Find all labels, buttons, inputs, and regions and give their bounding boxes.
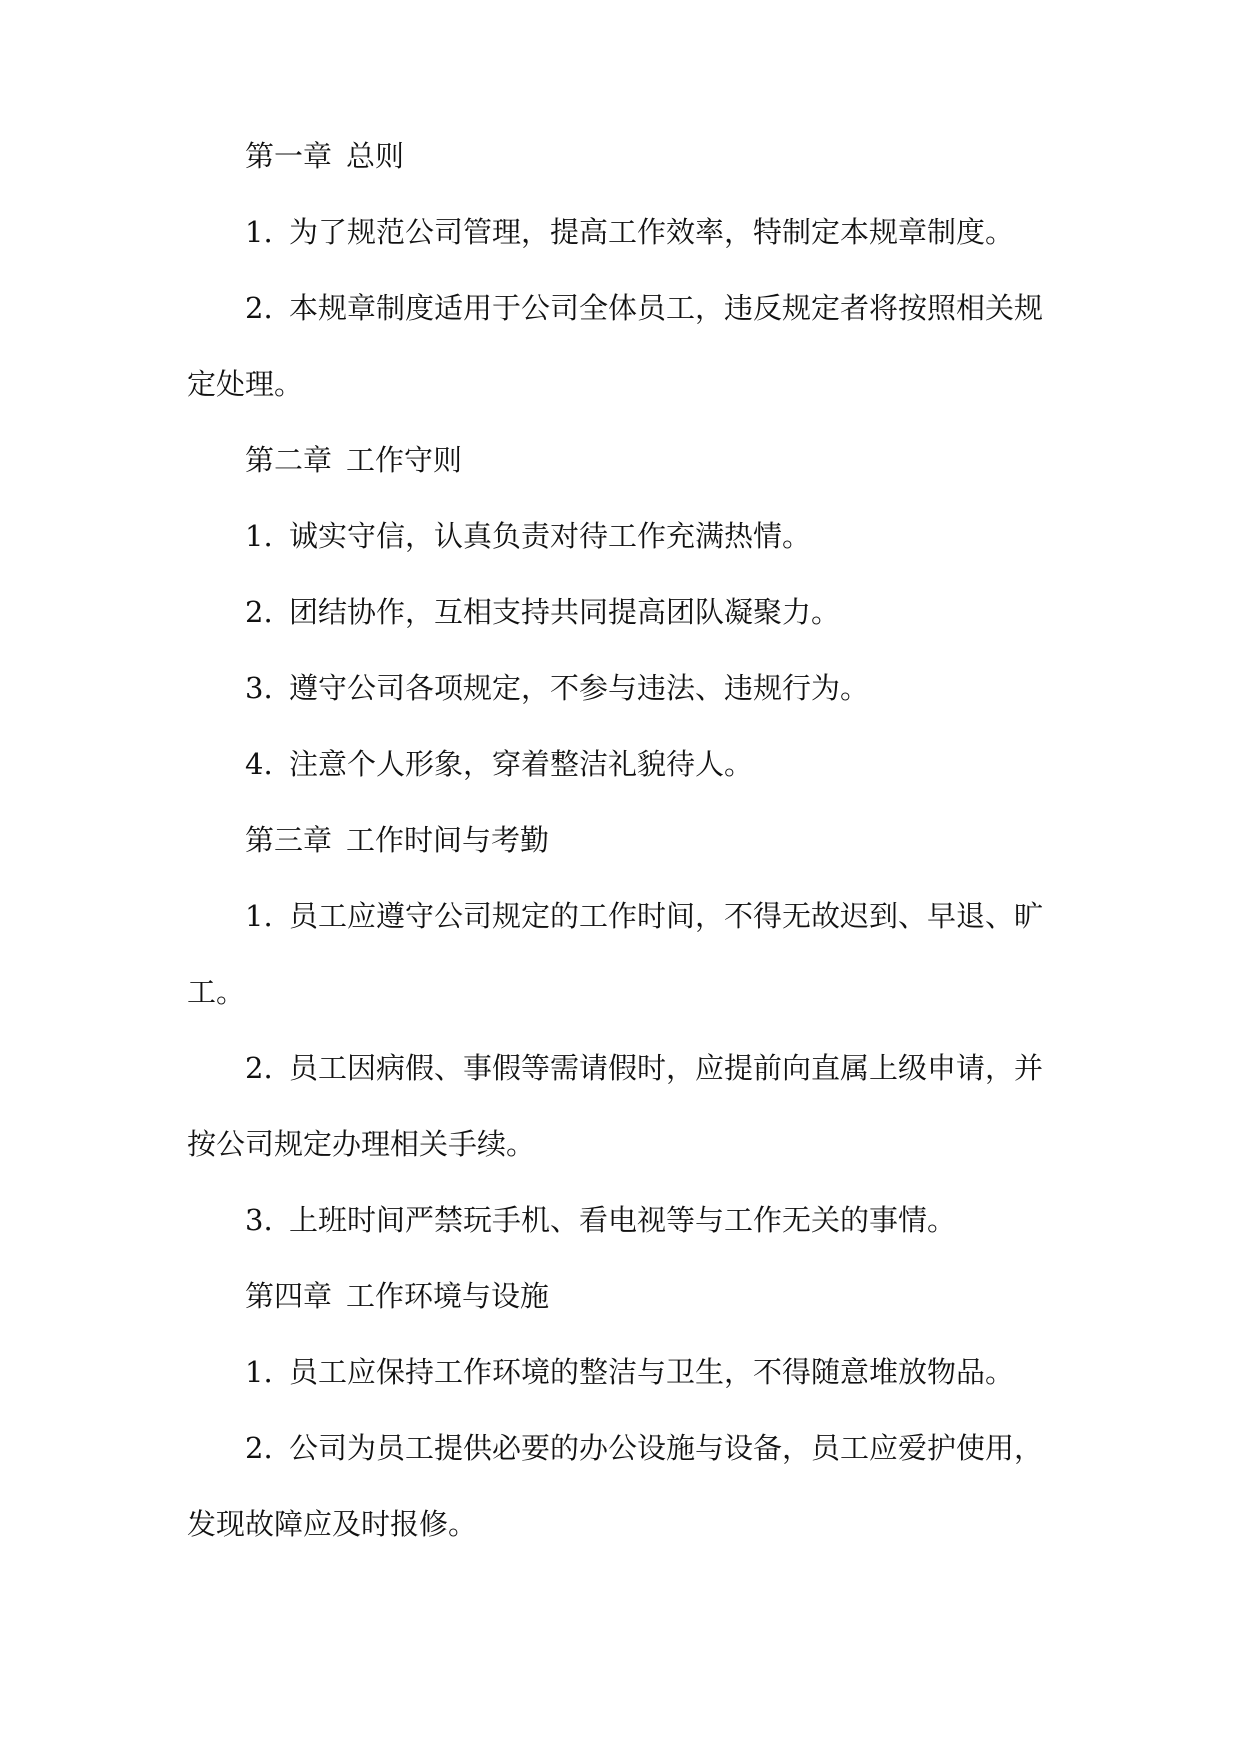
item-continuation [187,972,1057,1048]
item-continuation [187,364,1057,440]
item-text: 本规章制度适用于公司全体员工，违反规定者将按照相关规 [289,291,1044,325]
chapter-heading [187,136,1057,212]
item-number: 2. [245,595,273,629]
item-number: 2. [245,291,273,325]
rule-item [187,592,1057,668]
item-text: 发现故障应及时报修。 [187,1507,478,1541]
item-text: 员工应保持工作环境的整洁与卫生，不得随意堆放物品。 [289,1355,1015,1389]
chapter-number: 第三章 [245,823,333,857]
chapter-number: 第一章 [245,139,333,173]
chapter-title: 总则 [346,139,405,173]
item-number: 2. [245,1051,273,1085]
chapter-heading [187,440,1057,516]
rule-item [187,516,1057,592]
rule-item [187,1200,1057,1276]
rule-item [187,668,1057,744]
rule-item [187,1352,1057,1428]
item-text: 定处理。 [187,367,304,401]
chapter-heading [187,820,1057,896]
chapter-title: 工作时间与考勤 [346,823,550,857]
chapter-title: 工作环境与设施 [346,1279,550,1313]
item-text: 注意个人形象，穿着整洁礼貌待人。 [289,747,754,781]
rule-item [187,212,1057,288]
item-number: 3. [245,671,273,705]
item-number: 1. [245,1355,273,1389]
document-body [187,136,1057,1580]
item-text: 员工因病假、事假等需请假时，应提前向直属上级申请，并 [289,1051,1044,1085]
item-number: 1. [245,899,273,933]
item-text: 诚实守信，认真负责对待工作充满热情。 [289,519,812,553]
item-text: 遵守公司各项规定，不参与违法、违规行为。 [289,671,870,705]
item-text: 团结协作，互相支持共同提高团队凝聚力。 [289,595,841,629]
item-text: 工。 [187,975,246,1009]
item-text: 公司为员工提供必要的办公设施与设备，员工应爱护使用， [289,1431,1044,1465]
rule-item [187,288,1057,364]
rule-item [187,1428,1057,1504]
item-number: 1. [245,215,273,249]
rule-item [187,1048,1057,1124]
rule-item [187,744,1057,820]
rule-item [187,896,1057,972]
item-continuation [187,1124,1057,1200]
item-number: 1. [245,519,273,553]
item-continuation [187,1504,1057,1580]
item-number: 2. [245,1431,273,1465]
chapter-number: 第二章 [245,443,333,477]
item-text: 上班时间严禁玩手机、看电视等与工作无关的事情。 [289,1203,957,1237]
item-number: 3. [245,1203,273,1237]
item-text: 员工应遵守公司规定的工作时间，不得无故迟到、早退、旷 [289,899,1044,933]
chapter-title: 工作守则 [346,443,463,477]
chapter-number: 第四章 [245,1279,333,1313]
item-number: 4. [245,747,273,781]
chapter-heading [187,1276,1057,1352]
item-text: 按公司规定办理相关手续。 [187,1127,536,1161]
item-text: 为了规范公司管理，提高工作效率，特制定本规章制度。 [289,215,1015,249]
